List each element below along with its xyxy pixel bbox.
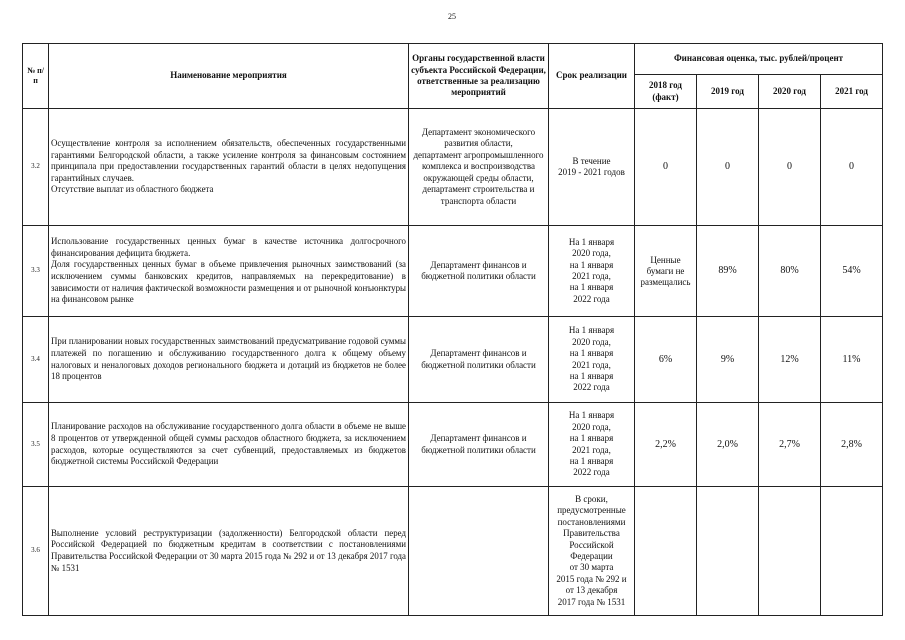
- organ_lines-line: Департамент экономического развития области,: [421, 127, 536, 149]
- finance-2018: Ценные бумаги не размещались: [635, 226, 697, 317]
- row-number: 3.4: [23, 317, 49, 403]
- term_lines-line: 2021 года,: [572, 271, 611, 281]
- organ_lines-line: Департамент финансов и бюджетной политики области: [421, 348, 536, 370]
- header-term: Срок реализации: [549, 44, 635, 109]
- organ_lines-line: департамент строительства и транспорта области: [422, 184, 535, 206]
- header-2019: 2019 год: [697, 75, 759, 109]
- term_lines-line: 2022 года: [573, 467, 610, 478]
- implementation-term: [549, 403, 635, 487]
- finance-2021: [821, 487, 883, 616]
- organ_lines-line: Департамент финансов и бюджетной политики области: [421, 433, 536, 455]
- header-2020: 2020 год: [759, 75, 821, 109]
- table-row: [23, 403, 883, 487]
- row-number: 3.5: [23, 403, 49, 487]
- term_lines-line: 2021 года,: [572, 359, 611, 370]
- responsible-organs: [409, 403, 549, 487]
- term_lines-line: 2019 - 2021 годов: [558, 167, 625, 177]
- term_lines-line: Федерации: [570, 551, 613, 561]
- term_lines-line: на 1 января: [569, 370, 614, 381]
- header-2021: 2021 год: [821, 75, 883, 109]
- term_lines-line: на 1 января: [569, 455, 614, 466]
- finance-2019: 89%: [697, 226, 759, 317]
- name_lines-line: Выполнение условий реструктуризации (задолженности) Белгородской области перед Российской Федерацией по бюджетным кредитам в соответствии с постановлениями Правительства Российской Федерации от 30 марта 2015 года № 292 и от 13 декабря 2017 года № 1531: [51, 527, 406, 573]
- term_lines-line: 2015 года № 292 и: [556, 573, 627, 584]
- implementation-term: [549, 226, 635, 317]
- name_lines-line: При планировании новых государственных заимствований предусматривание годовой суммы платежей по погашению и обслуживанию государственного долга к общему объему налоговых и неналоговых доходов регионального бюджета и дотаций из бюджетов не более 18 процентов: [51, 336, 406, 382]
- page-number: 25: [448, 12, 456, 21]
- finance-2019: 0: [697, 109, 759, 226]
- term_lines-line: от 13 декабря: [565, 585, 618, 596]
- measure-name: [49, 226, 409, 317]
- term_lines-line: В сроки,: [575, 493, 608, 504]
- responsible-organs: [409, 109, 549, 226]
- name_lines-line: Планирование расходов на обслуживание государственного долга области в объеме не выше 8 процентов от утвержденной общей суммы расходов областного бюджета, за исключением расходов, которые осуществляются за счет субвенций, предоставляемых из бюджетов бюджетной системы Российской Федерации: [51, 421, 406, 467]
- finance-2020: 0: [759, 109, 821, 226]
- term_lines-line: 2022 года: [573, 382, 610, 393]
- table-row: [23, 109, 883, 226]
- organ_lines-line: Департамент финансов и бюджетной политики области: [421, 259, 536, 281]
- finance-2020: 2,7%: [759, 403, 821, 487]
- term_lines-line: 2020 года,: [572, 421, 611, 432]
- header-num: № п/п: [23, 44, 49, 109]
- finance-2019: 2,0%: [697, 403, 759, 487]
- term_lines-line: В течение: [572, 155, 611, 166]
- finance-2019: [697, 487, 759, 616]
- finance-2020: 12%: [759, 317, 821, 403]
- finance-2018: [635, 487, 697, 616]
- term_lines-line: 2017 года № 1531: [557, 596, 626, 607]
- organ_lines-line: департамент агропромышленного комплекса и воспроизводства окружающей среды области,: [413, 149, 544, 183]
- term_lines-line: постановлениями: [557, 516, 626, 527]
- measure-name: [49, 317, 409, 403]
- responsible-organs: [409, 317, 549, 403]
- row-number: 3.2: [23, 109, 49, 226]
- header-2018: 2018 год (факт): [635, 75, 697, 109]
- name_lines-line: Осуществление контроля за исполнением обязательств, обеспеченных государственными гарантиями Белгородской области, а также усиление контроля за финансовым состоянием принципала при предоставлении государственных гарантий области в целях недопущения гарантийных случаев.: [51, 138, 406, 183]
- term_lines-line: предусмотренные: [557, 505, 626, 516]
- finance-2020: [759, 487, 821, 616]
- name_lines-line: Доля государственных ценных бумаг в объеме привлечения рыночных заимствований (за исключением суммы банковских кредитов, направляемых на перекредитование) в зависимости от наличия фактической возможности размещения и от рыночной конъюнктуры на финансовом рынке: [51, 259, 406, 305]
- measure-name: [49, 109, 409, 226]
- term_lines-line: 2021 года,: [572, 444, 611, 455]
- finance-2021: 2,8%: [821, 403, 883, 487]
- term_lines-line: На 1 января: [568, 410, 615, 421]
- name_lines-line: Отсутствие выплат из областного бюджета: [51, 184, 214, 195]
- measures-table: [22, 43, 883, 616]
- row-number: 3.3: [23, 226, 49, 317]
- responsible-organs: [409, 487, 549, 616]
- implementation-term: [549, 317, 635, 403]
- finance-2020: 80%: [759, 226, 821, 317]
- finance-2021: 11%: [821, 317, 883, 403]
- term_lines-line: 2022 года: [573, 293, 610, 304]
- implementation-term: [549, 487, 635, 616]
- term_lines-line: Российской: [569, 539, 614, 550]
- finance-2018: 0: [635, 109, 697, 226]
- table-row: [23, 487, 883, 616]
- measure-name: [49, 487, 409, 616]
- term_lines-line: на 1 января: [569, 433, 614, 444]
- term_lines-line: Правительства: [563, 528, 620, 539]
- name_lines-line: Использование государственных ценных бумаг в качестве источника долгосрочного финансирования дефицита бюджета.: [51, 236, 406, 258]
- header-organs: Органы государственной власти субъекта Российской Федерации, ответственные за реализацию мероприятий: [409, 44, 549, 109]
- term_lines-line: на 1 января: [569, 282, 614, 293]
- finance-2021: 0: [821, 109, 883, 226]
- term_lines-line: на 1 января: [569, 259, 614, 270]
- table-row: [23, 317, 883, 403]
- finance-2018: 2,2%: [635, 403, 697, 487]
- responsible-organs: [409, 226, 549, 317]
- row-number: 3.6: [23, 487, 49, 616]
- header-name: Наименование мероприятия: [49, 44, 409, 109]
- term_lines-line: на 1 января: [569, 348, 614, 359]
- table-row: [23, 226, 883, 317]
- term_lines-line: 2020 года,: [572, 336, 611, 347]
- measure-name: [49, 403, 409, 487]
- term_lines-line: 2020 года,: [572, 248, 611, 259]
- term_lines-line: от 30 марта: [569, 562, 614, 573]
- implementation-term: [549, 109, 635, 226]
- term_lines-line: На 1 января: [568, 236, 615, 247]
- finance-2021: 54%: [821, 226, 883, 317]
- term_lines-line: На 1 января: [568, 325, 615, 336]
- finance-2019: 9%: [697, 317, 759, 403]
- finance-2018: 6%: [635, 317, 697, 403]
- header-finance: Финансовая оценка, тыс. рублей/процент: [635, 44, 883, 75]
